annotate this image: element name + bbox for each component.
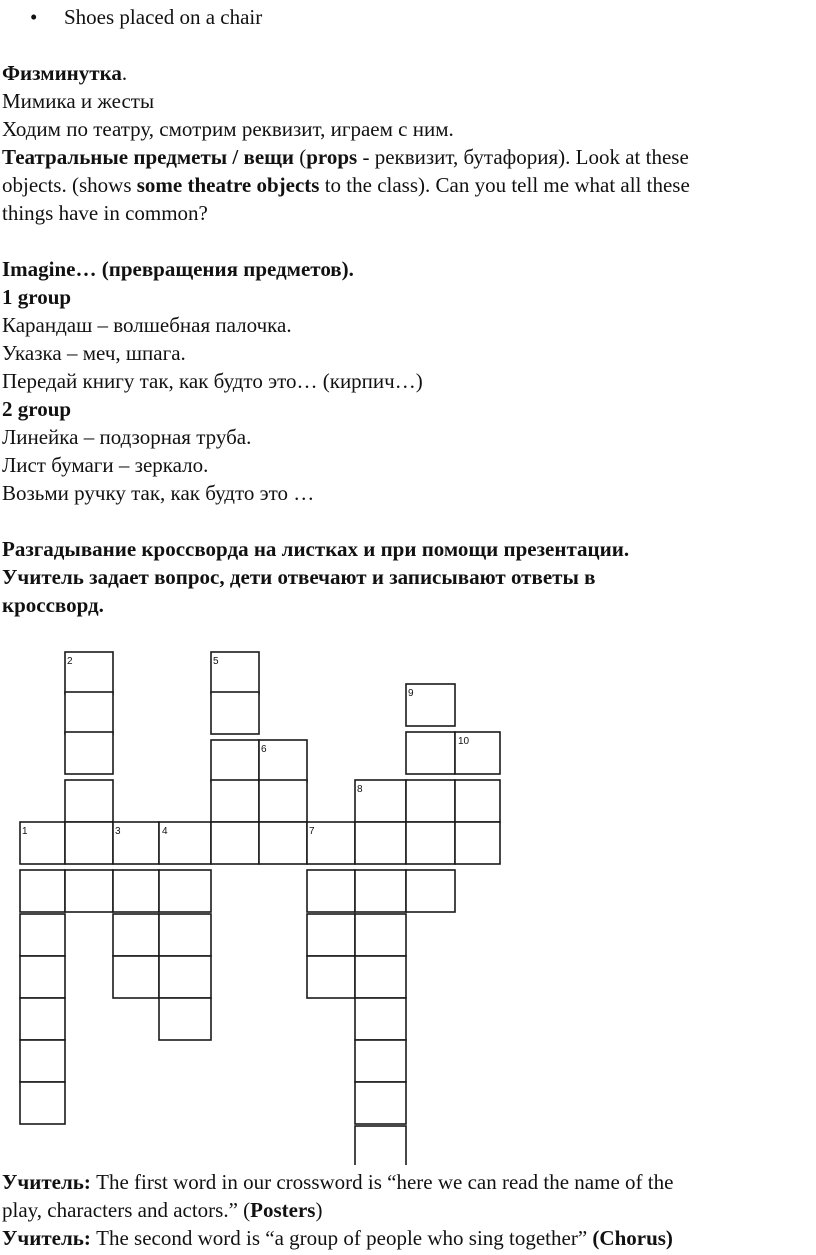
crossword-intro-line-1: Разгадывание кроссворда на листках и при помощи презентации. — [2, 537, 630, 561]
crossword-clue-number: 8 — [357, 784, 363, 795]
crossword-cell — [455, 822, 500, 864]
crossword-cell — [355, 998, 406, 1040]
group1-item: Карандаш – волшебная палочка. — [2, 313, 292, 337]
props-line-2b: some theatre objects — [136, 173, 320, 197]
crossword-cell — [307, 914, 355, 956]
teacher-1-line-2 — [2, 1196, 322, 1224]
bullet-item-text: Shoes placed on a chair — [64, 5, 263, 29]
crossword-clue-number: 6 — [261, 744, 267, 755]
crossword-cell — [355, 1126, 406, 1165]
crossword-cell — [65, 692, 113, 734]
teacher-label: Учитель: — [2, 1170, 91, 1194]
props-term: Театральные предметы / вещи — [2, 145, 294, 169]
imagine-heading: Imagine… (превращения предметов). — [2, 257, 354, 281]
crossword-cell — [355, 780, 406, 822]
teacher-2-answer: (Chorus) — [592, 1226, 673, 1250]
crossword-cell — [406, 732, 455, 774]
teacher-label: Учитель: — [2, 1226, 91, 1250]
crossword-cell — [355, 914, 406, 956]
crossword-cell — [65, 732, 113, 774]
crossword-cell — [406, 780, 455, 822]
crossword-cell — [20, 956, 65, 998]
crossword-cell — [455, 780, 500, 822]
crossword-cell — [406, 822, 455, 864]
crossword-cell — [65, 780, 113, 822]
crossword-cell — [355, 956, 406, 998]
walk-line: Ходим по театру, смотрим реквизит, играем с ним. — [2, 117, 454, 141]
crossword-cell — [259, 822, 307, 864]
crossword-cell — [20, 1040, 65, 1082]
teacher-2-question: The second word is “a group of people who sing together” — [90, 1226, 593, 1250]
crossword-cell — [20, 914, 65, 956]
crossword-cell — [159, 870, 211, 912]
teacher-1-line-1 — [2, 1168, 673, 1196]
crossword-intro-line-3: кроссворд. — [2, 593, 104, 617]
crossword-clue-number: 9 — [408, 688, 414, 699]
props-line-3: things have in common? — [2, 201, 208, 225]
crossword-cell — [159, 914, 211, 956]
group2-item: Возьми ручку так, как будто это … — [2, 481, 315, 505]
crossword-cell — [355, 1082, 406, 1124]
props-line-2c: to the class). Can you tell me what all these — [319, 173, 690, 197]
crossword-cell — [211, 780, 259, 822]
crossword-cell — [113, 870, 159, 912]
crossword-cell — [20, 870, 65, 912]
group1-item: Указка – меч, шпага. — [2, 341, 186, 365]
crossword-clue-number: 2 — [67, 656, 73, 667]
crossword-cell — [113, 956, 159, 998]
crossword-cell — [159, 998, 211, 1040]
props-line-1 — [2, 143, 689, 171]
props-line-2a: objects. (shows — [2, 173, 137, 197]
crossword-cell — [159, 956, 211, 998]
props-open-paren: ( — [293, 145, 307, 169]
crossword-cell — [113, 914, 159, 956]
teacher-2-line — [2, 1224, 673, 1252]
crossword-cell — [307, 870, 355, 912]
crossword-cell — [20, 998, 65, 1040]
bullet-mark: • — [30, 5, 38, 29]
crossword-cell — [355, 822, 406, 864]
crossword-clue-number: 4 — [162, 826, 168, 837]
warmup-title: Физминутка — [2, 61, 122, 85]
crossword-clue-number: 7 — [309, 826, 315, 837]
teacher-1-question-end: play, characters and actors.” ( — [2, 1198, 251, 1222]
crossword-cell — [20, 1082, 65, 1124]
props-translation: - реквизит, бутафория). Look at these — [357, 145, 689, 169]
warmup-heading — [2, 59, 127, 87]
group1-heading: 1 group — [2, 285, 72, 309]
crossword-intro-line-2: Учитель задает вопрос, дети отвечают и записывают ответы в — [2, 565, 596, 589]
group2-item: Линейка – подзорная труба. — [2, 425, 252, 449]
teacher-1-answer: Posters — [250, 1198, 316, 1222]
crossword-clue-number: 10 — [458, 736, 470, 747]
props-word: props — [306, 145, 358, 169]
crossword-clue-number: 5 — [213, 656, 219, 667]
crossword-cell — [259, 780, 307, 822]
crossword-cell — [307, 956, 355, 998]
crossword-cell — [211, 822, 259, 864]
crossword-clue-number: 1 — [22, 826, 28, 837]
group1-item: Передай книгу так, как будто это… (кирпич…) — [2, 369, 423, 393]
crossword-cell — [406, 870, 455, 912]
crossword-cell — [355, 870, 406, 912]
group2-heading: 2 group — [2, 397, 72, 421]
crossword-grid — [0, 640, 540, 1165]
crossword-cell — [65, 822, 113, 864]
crossword-cell — [355, 1040, 406, 1082]
props-line-2 — [2, 171, 690, 199]
teacher-1-close-paren: ) — [315, 1198, 323, 1222]
group2-item: Лист бумаги – зеркало. — [2, 453, 209, 477]
mime-line: Мимика и жесты — [2, 89, 155, 113]
warmup-title-suffix: . — [121, 61, 128, 85]
crossword-cell — [211, 740, 259, 782]
teacher-1-question: The first word in our crossword is “here we can read the name of the — [90, 1170, 674, 1194]
crossword-clue-number: 3 — [115, 826, 121, 837]
crossword-cell — [65, 870, 113, 912]
crossword-cell — [211, 692, 259, 734]
